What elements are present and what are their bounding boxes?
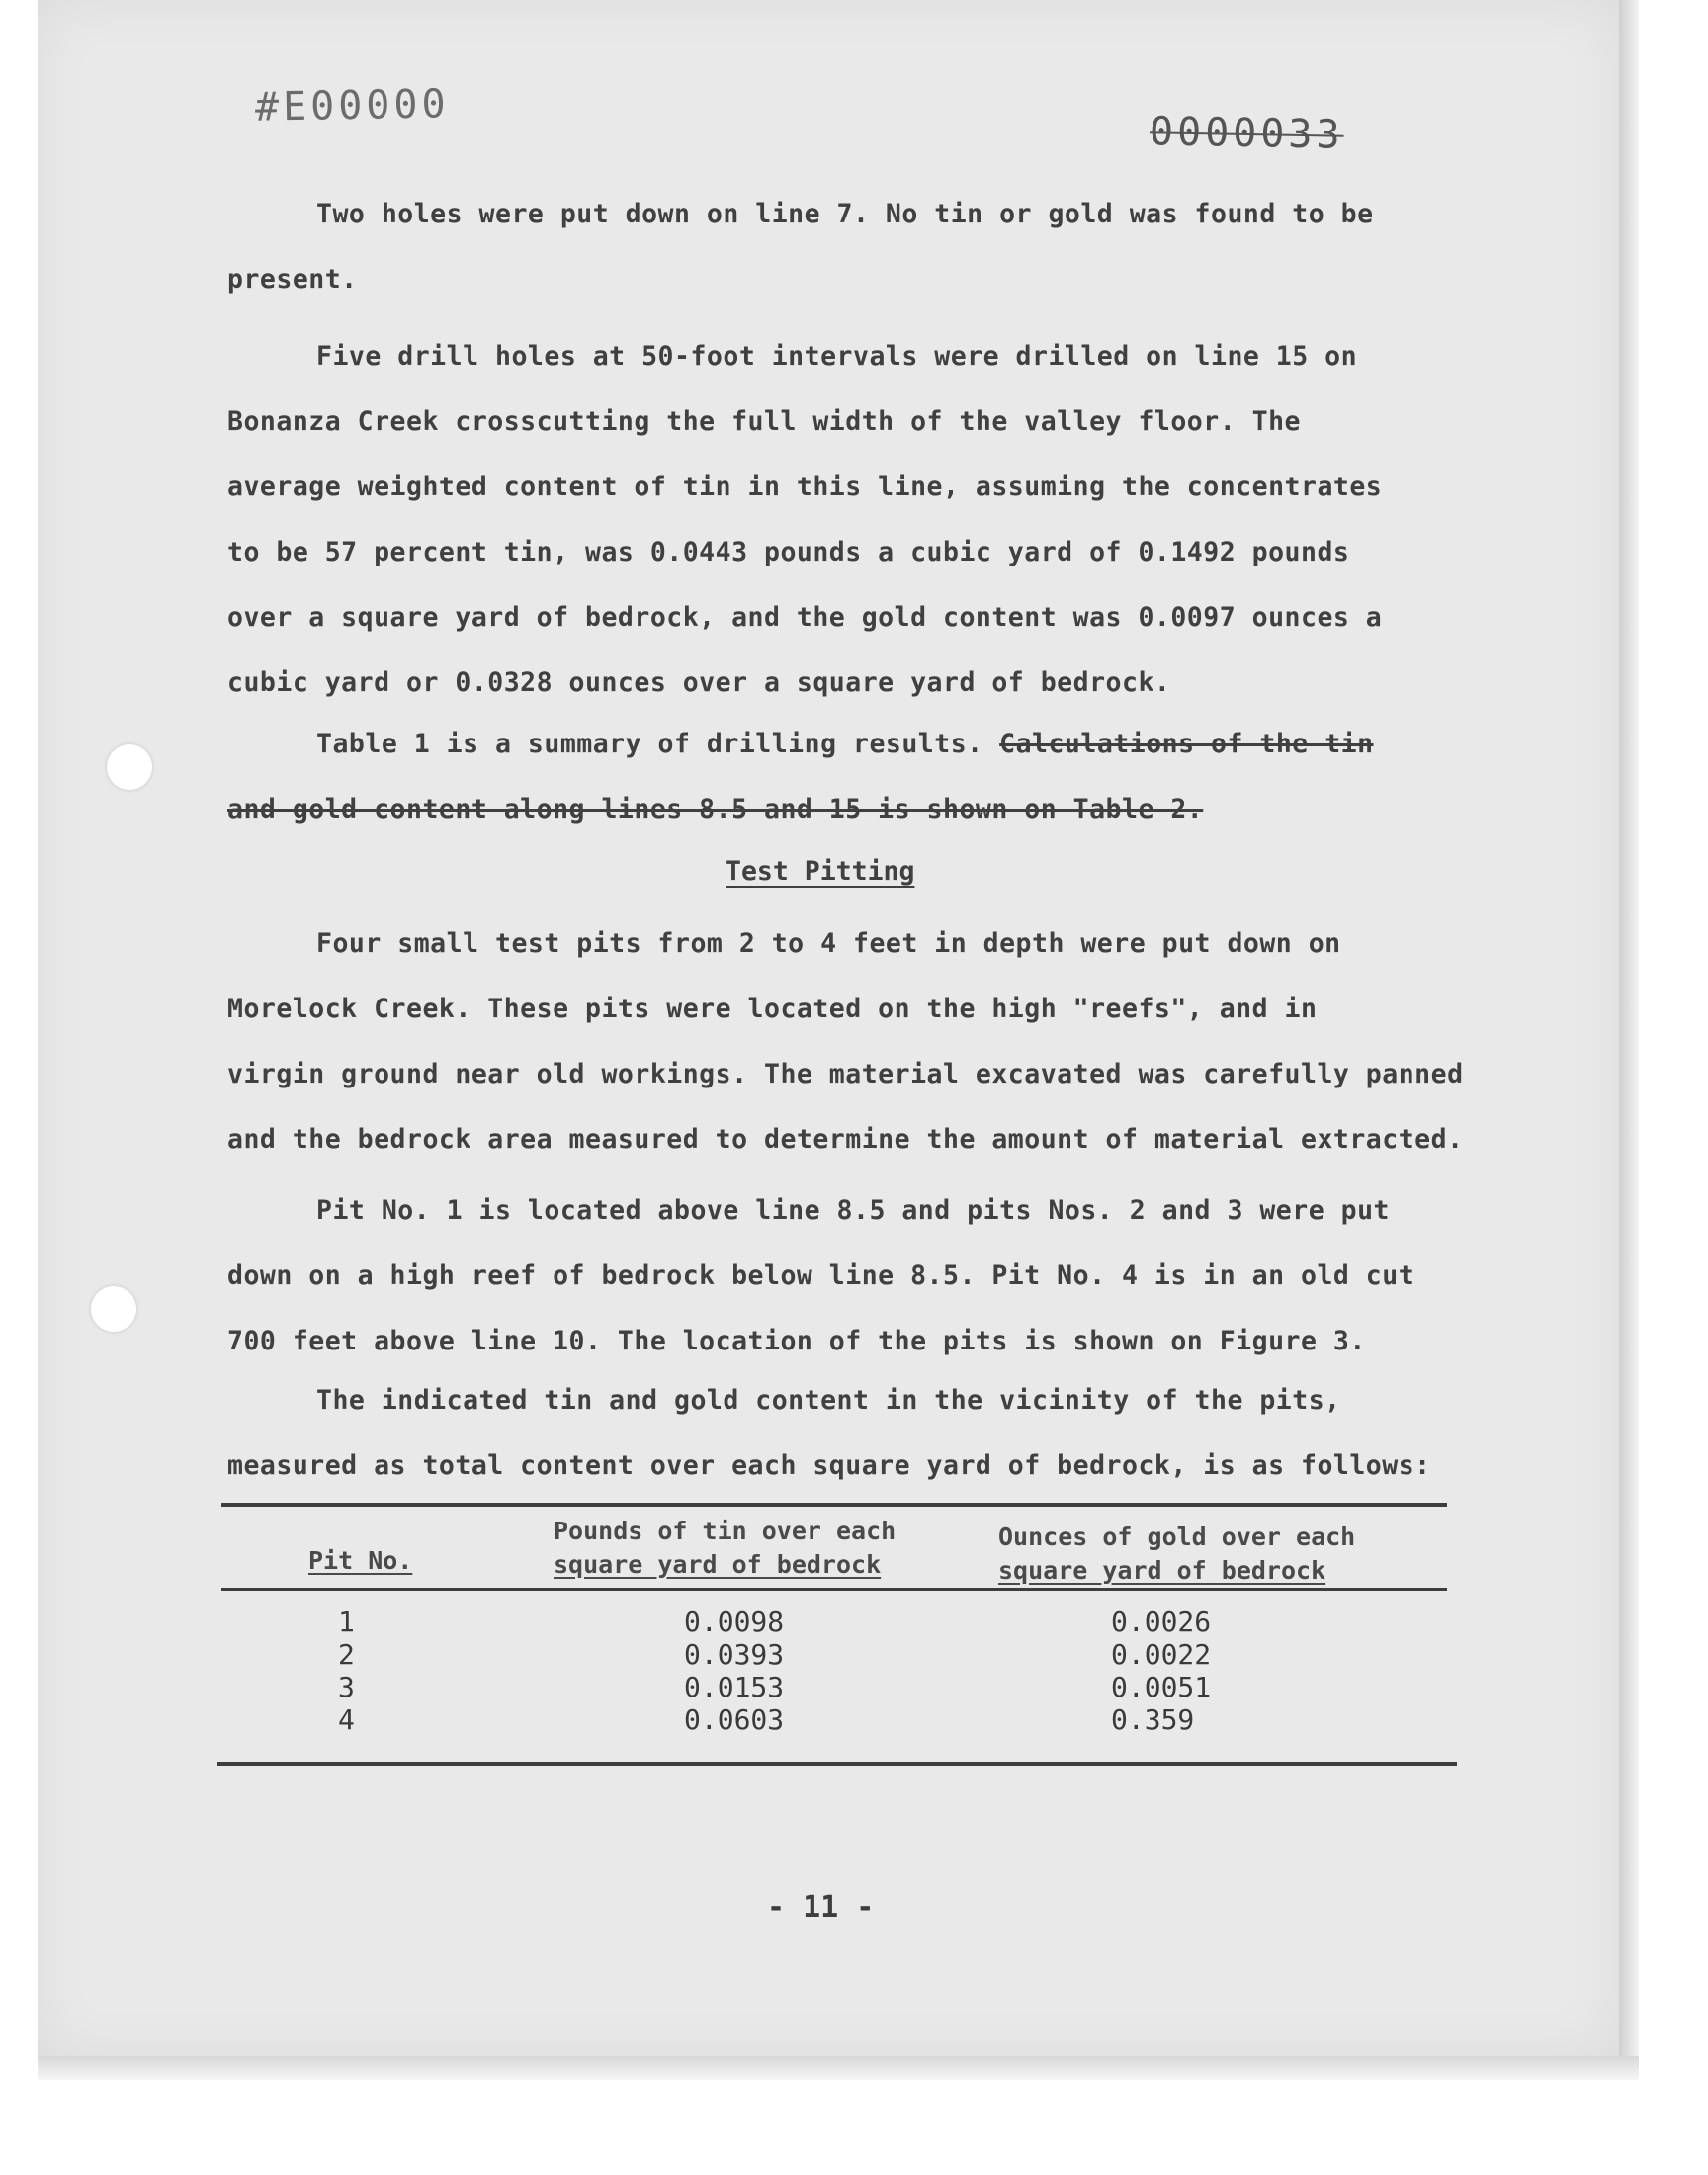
text-line — [227, 712, 1512, 777]
section-heading-test-pitting: Test Pitting — [726, 856, 915, 887]
document-stamp-right: 0000033 — [1149, 109, 1344, 158]
header-text: Ounces of gold over each — [998, 1522, 1356, 1551]
struck-text: and gold content along lines 8.5 and 15 is shown on Table 2. — [227, 794, 1204, 825]
binder-hole-bottom — [91, 1286, 136, 1332]
text-line: down on a high reef of bedrock below line 8.5. Pit No. 4 is in an old cut — [227, 1261, 1415, 1291]
paragraph-table-summary — [227, 712, 1512, 842]
text-line: virgin ground near old workings. The material excavated was carefully panned — [227, 1059, 1464, 1089]
table-cell: 0.359 — [1111, 1703, 1195, 1736]
page-bottom-edge — [38, 2056, 1639, 2080]
header-gold — [998, 1521, 1433, 1588]
column-gold — [1111, 1606, 1211, 1736]
text-line: Morelock Creek. These pits were located on the high "reefs", and in — [227, 994, 1318, 1024]
text-line: average weighted content of tin in this line, assuming the concentrates — [227, 472, 1383, 502]
page-edge-shadow — [1619, 0, 1639, 2076]
header-pit-no — [308, 1544, 427, 1578]
text-line — [227, 777, 1512, 842]
paragraph-line-7 — [227, 182, 1512, 312]
table-cell: 0.0026 — [1111, 1606, 1212, 1638]
table-cell: 2 — [338, 1638, 355, 1671]
text-line: cubic yard or 0.0328 ounces over a square yard of bedrock. — [227, 667, 1171, 698]
table-rule-bottom — [217, 1762, 1457, 1766]
header-text: Pounds of tin over each — [554, 1517, 897, 1545]
text-line: present. — [227, 264, 358, 295]
paragraph-content-intro — [227, 1368, 1512, 1499]
text-line: Pit No. 1 is located above line 8.5 and pits Nos. 2 and 3 were put — [316, 1195, 1390, 1226]
text-line: over a square yard of bedrock, and the gold content was 0.0097 ounces a — [227, 602, 1383, 633]
paragraph-pit-locations — [227, 1178, 1512, 1374]
table-cell: 0.0603 — [684, 1703, 785, 1736]
table-cell: 0.0393 — [684, 1638, 785, 1671]
text-line: Four small test pits from 2 to 4 feet in depth were put down on — [316, 928, 1341, 959]
text-line: measured as total content over each square yard of bedrock, is as follows: — [227, 1450, 1431, 1481]
document-stamp-left: #E00000 — [254, 81, 450, 130]
table-cell: 0.0022 — [1111, 1638, 1212, 1671]
header-text: Pit No. — [308, 1546, 413, 1575]
header-tin — [554, 1515, 969, 1582]
header-text: square yard of bedrock — [554, 1550, 882, 1579]
table-cell: 1 — [338, 1606, 355, 1638]
table-rule-top — [221, 1503, 1447, 1507]
text-line: Bonanza Creek crosscutting the full width of the valley floor. The — [227, 406, 1301, 437]
table-cell: 3 — [338, 1671, 355, 1703]
page-number: - 11 - — [767, 1890, 875, 1925]
text-line: Five drill holes at 50-foot intervals were drilled on line 15 on — [316, 341, 1358, 372]
table-cell: 0.0153 — [684, 1671, 785, 1703]
text-line: The indicated tin and gold content in the vicinity of the pits, — [316, 1385, 1341, 1416]
text-line: and the bedrock area measured to determine the amount of material extracted. — [227, 1124, 1464, 1155]
table-rule-header — [221, 1588, 1447, 1591]
text-line: Two holes were put down on line 7. No tin or gold was found to be — [316, 199, 1374, 229]
text-line: 700 feet above line 10. The location of the pits is shown on Figure 3. — [227, 1326, 1366, 1356]
column-tin — [684, 1606, 784, 1736]
paragraph-line-15 — [227, 324, 1512, 716]
binder-hole-top — [107, 744, 152, 790]
struck-text: Calculations of the tin — [999, 729, 1374, 759]
column-pit-no — [338, 1606, 355, 1736]
table-cell: 0.0051 — [1111, 1671, 1212, 1703]
table-cell: 4 — [338, 1703, 355, 1736]
text-plain: Table 1 is a summary of drilling results. — [316, 729, 983, 759]
table-cell: 0.0098 — [684, 1606, 785, 1638]
header-text: square yard of bedrock — [998, 1556, 1326, 1585]
text-line: to be 57 percent tin, was 0.0443 pounds a cubic yard of 0.1492 pounds — [227, 537, 1350, 567]
paragraph-test-pits — [227, 912, 1512, 1173]
